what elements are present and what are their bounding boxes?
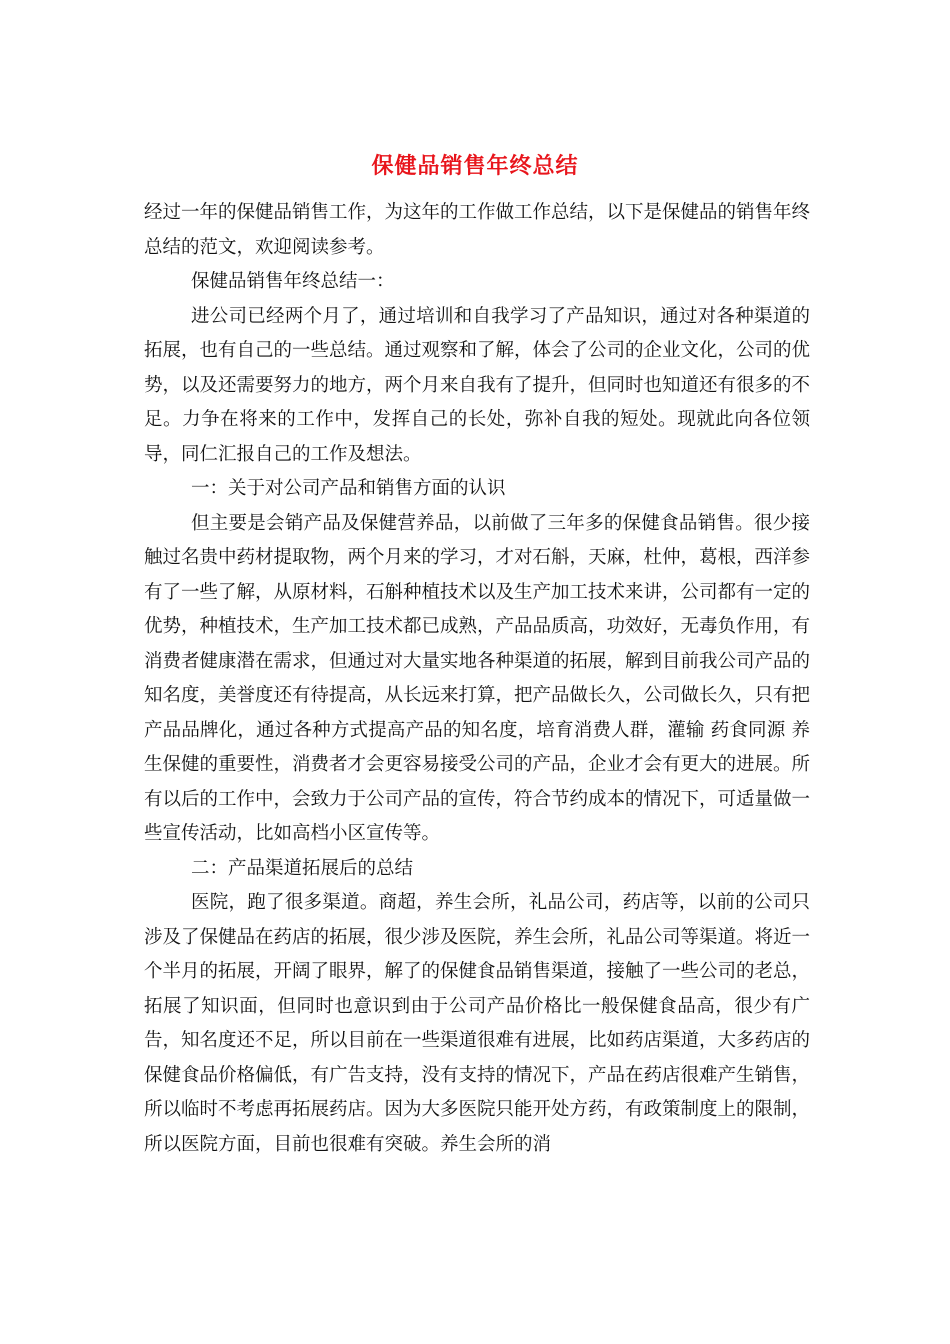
- paragraph: 进公司已经两个月了，通过培训和自我学习了产品知识，通过对各种渠道的拓展，也有自己的一些总结。通过观察和了解，体会了公司的企业文化，公司的优势，以及还需要努力的地方，两个月来自我有了提升，但同时也知道还有很多的不足。力争在将来的工作中，发挥自己的长处，弥补自我的短处。现就此向各位领导，同仁汇报自己的工作及想法。: [144, 305, 811, 465]
- section-heading: 保健品销售年终总结一：: [191, 271, 395, 292]
- document-body: [144, 196, 810, 1162]
- section-heading: 二：产品渠道拓展后的总结: [191, 857, 414, 879]
- section-heading: 一：关于对公司产品和销售方面的认识: [191, 478, 506, 499]
- document-title: 保健品销售年终总结: [371, 153, 579, 179]
- paragraph: 医院，跑了很多渠道。商超，养生会所，礼品公司，药店等，以前的公司只涉及了保健品在药店的拓展，很少涉及医院，养生会所，礼品公司等渠道。将近一个半月的拓展，开阔了眼界，解了的保健食品销售渠道，接触了一些公司的老总，拓展了知识面，但同时也意识到由于公司产品价格比一般保健食品高，很少有广告，知名度还不足，所以目前在一些渠道很难有进展，比如药店渠道，大多药店的保健食品价格偏低，有广告支持，没有支持的情况下，产品在药店很难产生销售，所以临时不考虑再拓展药店。因为大多医院只能开处方药，有政策制度上的限制，所以医院方面，目前也很难有突破。养生会所的消: [144, 892, 811, 1155]
- paragraph: 经过一年的保健品销售工作，为这年的工作做工作总结，以下是保健品的销售年终总结的范文，欢迎阅读参考。: [144, 202, 811, 258]
- paragraph: 但主要是会销产品及保健营养品，以前做了三年多的保健食品销售。很少接触过名贵中药材提取物，两个月来的学习，才对石斛，天麻，杜仲，葛根，西洋参有了一些了解，从原材料，石斛种植技术以及生产加工技术来讲，公司都有一定的优势，种植技术，生产加工技术都已成熟，产品品质高，功效好，无毒负作用，有消费者健康潜在需求，但通过对大量实地各种渠道的拓展，解到目前我公司产品的知名度，美誉度还有待提高，从长远来打算，把产品做长久，公司做长久，只有把产品品牌化，通过各种方式提高产品的知名度，培育消费人群，灌输 药食同源 养生保健的重要性，消费者才会更容易接受公司的产品，企业才会有更大的进展。所有以后的工作中，会致力于公司产品的宣传，符合节约成本的情况下，可适量做一些宣传活动，比如高档小区宣传等。: [144, 512, 811, 844]
